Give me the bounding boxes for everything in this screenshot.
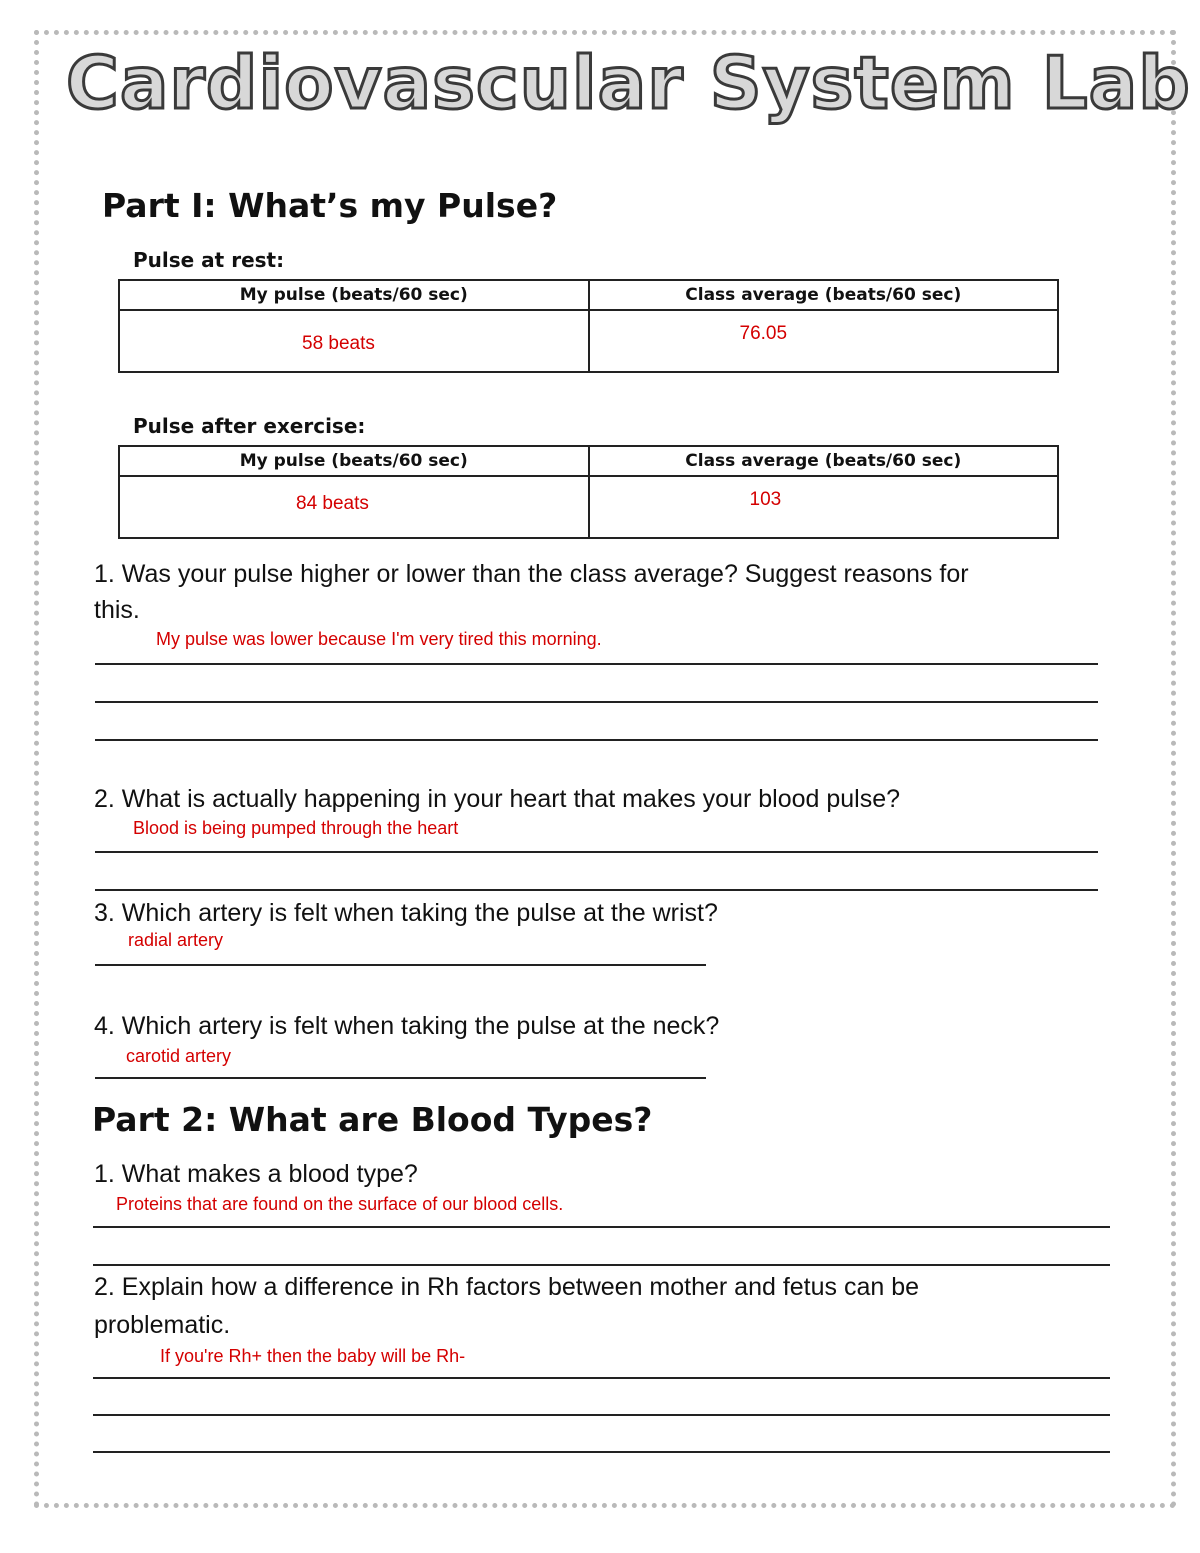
answer-line bbox=[95, 889, 1098, 891]
class-average-header: Class average (beats/60 sec) bbox=[589, 446, 1059, 476]
answer-line bbox=[93, 1451, 1110, 1453]
part1-question-2: 2. What is actually happening in your heart that makes your blood pulse? bbox=[94, 785, 901, 813]
class-average-rest-value: 76.05 bbox=[739, 323, 788, 344]
my-pulse-exercise-cell[interactable] bbox=[119, 476, 589, 538]
class-average-header: Class average (beats/60 sec) bbox=[589, 280, 1059, 310]
my-pulse-exercise-value: 84 beats bbox=[296, 493, 369, 514]
pulse-at-rest-label: Pulse at rest: bbox=[133, 248, 285, 272]
part1-answer-4[interactable]: carotid artery bbox=[126, 1046, 232, 1066]
part1-question-4: 4. Which artery is felt when taking the pulse at the neck? bbox=[94, 1012, 720, 1040]
my-pulse-rest-value: 58 beats bbox=[302, 333, 375, 354]
part1-question-1-line2: this. bbox=[94, 596, 140, 624]
answer-line bbox=[93, 1226, 1110, 1228]
my-pulse-rest-cell[interactable] bbox=[119, 310, 589, 372]
pulse-after-exercise-label: Pulse after exercise: bbox=[133, 414, 366, 438]
my-pulse-header: My pulse (beats/60 sec) bbox=[119, 446, 589, 476]
answer-line bbox=[93, 1264, 1110, 1266]
answer-line bbox=[95, 1077, 706, 1079]
class-average-exercise-value: 103 bbox=[749, 489, 782, 510]
answer-line bbox=[95, 739, 1098, 741]
part2-answer-2[interactable]: If you're Rh+ then the baby will be Rh- bbox=[160, 1346, 466, 1366]
part2-heading: Part 2: What are Blood Types? bbox=[92, 1100, 653, 1139]
pulse-at-rest-table bbox=[118, 279, 1059, 373]
answer-line bbox=[93, 1414, 1110, 1416]
part1-answer-3[interactable]: radial artery bbox=[128, 930, 224, 950]
part2-question-2-line2: problematic. bbox=[94, 1311, 231, 1339]
part2-question-2-line1: 2. Explain how a difference in Rh factors between mother and fetus can be bbox=[94, 1273, 920, 1301]
part1-question-1-line1: 1. Was your pulse higher or lower than the class average? Suggest reasons for bbox=[94, 560, 969, 588]
class-average-rest-cell[interactable] bbox=[589, 310, 1059, 372]
part1-answer-2[interactable]: Blood is being pumped through the heart bbox=[133, 818, 459, 838]
part1-answer-1[interactable]: My pulse was lower because I'm very tired this morning. bbox=[156, 629, 602, 649]
part1-question-3: 3. Which artery is felt when taking the pulse at the wrist? bbox=[94, 899, 718, 927]
my-pulse-header: My pulse (beats/60 sec) bbox=[119, 280, 589, 310]
pulse-after-exercise-table bbox=[118, 445, 1059, 539]
answer-line bbox=[95, 851, 1098, 853]
page-title: Cardiovascular System Lab bbox=[66, 41, 1191, 125]
answer-line bbox=[95, 701, 1098, 703]
class-average-exercise-cell[interactable] bbox=[589, 476, 1059, 538]
answer-line bbox=[95, 964, 706, 966]
part1-heading: Part I: What’s my Pulse? bbox=[102, 186, 558, 225]
answer-line bbox=[95, 663, 1098, 665]
answer-line bbox=[93, 1377, 1110, 1379]
part2-question-1: 1. What makes a blood type? bbox=[94, 1160, 418, 1188]
part2-answer-1[interactable]: Proteins that are found on the surface of our blood cells. bbox=[116, 1194, 564, 1214]
